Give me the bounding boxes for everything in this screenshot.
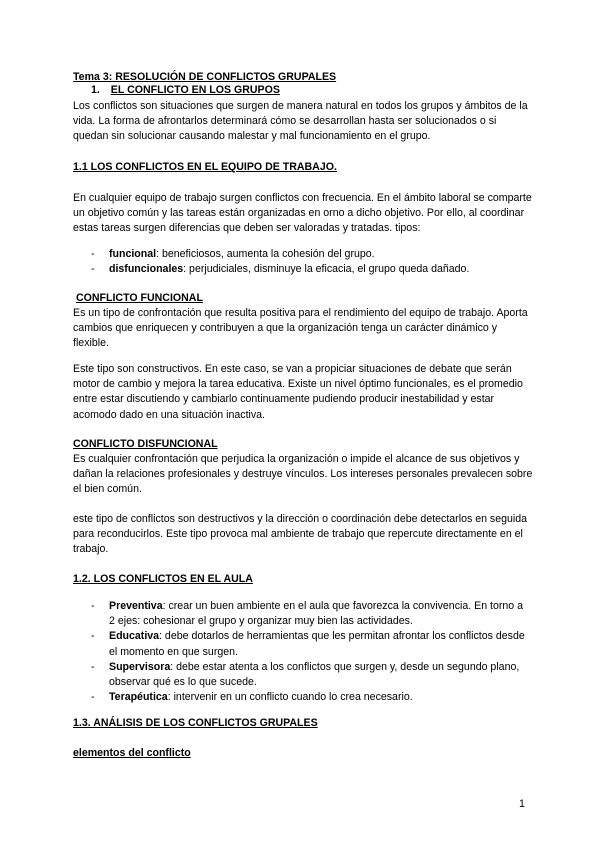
list-dash: - — [91, 630, 95, 643]
list-item-term: Supervisora — [109, 660, 171, 673]
page-number: 1 — [519, 798, 525, 810]
section-1-title: EL CONFLICTO EN LOS GRUPOS — [110, 84, 280, 96]
list-item — [91, 247, 531, 262]
list-item-term: Preventiva — [109, 600, 163, 612]
list-item-desc: : debe dotarlos de herramientas que les permitan afrontar los conflictos desde el momento en que surgen. — [109, 630, 525, 658]
disfuncional-paragraph-2: este tipo de conflictos son destructivos y la dirección o coordinación debe detectarlos en seguida para reconducirlos. Este tipo provoca mal ambiente de trabajo que repercute directamente en el trabajo. — [73, 513, 528, 556]
list-item-desc: : debe estar atenta a los conflictos que surgen y, desde un segundo plano, observar qué es lo que sucede. — [109, 660, 520, 689]
list-item-desc: : intervenir en un conflicto cuando lo crea necesario. — [167, 691, 413, 704]
section-1-number: 1. — [91, 84, 100, 96]
list-item — [91, 660, 531, 690]
section-1-1-paragraph: En cualquier equipo de trabajo surgen conflictos con frecuencia. En el ámbito laboral se comparte un objetivo común y las tareas están organizadas en orno a dicho objetivo. Por ello, al coordinar estas tareas surgen diferencias que deben ser valoradas y tratadas. tipos: — [73, 192, 532, 235]
conflict-types-list — [91, 247, 531, 277]
list-dash: - — [91, 660, 95, 673]
funcional-heading: CONFLICTO FUNCIONAL — [76, 292, 203, 304]
list-dash: - — [91, 248, 95, 260]
list-dash: - — [91, 600, 95, 612]
elementos-heading: elementos del conflicto — [73, 747, 191, 759]
list-item — [91, 629, 531, 659]
list-item-term: funcional — [109, 248, 157, 260]
list-item-term: Terapéutica — [109, 691, 168, 704]
list-dash: - — [91, 263, 95, 276]
list-item-desc: : perjudiciales, disminuye la eficacia, el grupo queda dañado. — [183, 263, 470, 276]
section-1-1-heading: 1.1 LOS CONFLICTOS EN EL EQUIPO DE TRABAJO. — [73, 161, 337, 173]
aula-functions-list — [91, 599, 531, 705]
list-dash: - — [91, 691, 95, 704]
disfuncional-paragraph-1: Es cualquier confrontación que perjudica la organización o impide el alcance de sus objetivos y dañan la relaciones profesionales y destruye vínculos. Los intereses personales prevalecen sobre el bien común. — [73, 453, 533, 496]
intro-paragraph: Los conflictos son situaciones que surgen de manera natural en todos los grupos y ámbitos de la vida. La forma de afrontarlos determinará cómo se desarrollan hasta ser solucionados o si quedan sin solucionar causando malestar y mal funcionamiento en el grupo. — [73, 100, 528, 143]
list-item-desc: : beneficiosos, aumenta la cohesión del grupo. — [156, 248, 375, 260]
document-title: Tema 3: RESOLUCIÓN DE CONFLICTOS GRUPALES — [73, 71, 337, 83]
list-item — [91, 262, 531, 277]
list-item — [91, 690, 531, 705]
list-item — [91, 599, 531, 629]
section-1-3-heading: 1.3. ANÁLISIS DE LOS CONFLICTOS GRUPALES — [73, 717, 318, 729]
funcional-paragraph-1: Es un tipo de confrontación que resulta positiva para el rendimiento del equipo de trabajo. Aporta cambios que enriquecen y contribuyen a que la organización tenga un carácter dinámico y flexible. — [73, 307, 528, 350]
section-1-heading — [91, 84, 280, 96]
list-item-term: disfuncionales — [109, 263, 184, 276]
disfuncional-heading: CONFLICTO DISFUNCIONAL — [73, 438, 218, 450]
section-1-2-heading: 1.2. LOS CONFLICTOS EN EL AULA — [73, 573, 253, 585]
list-item-term: Educativa — [109, 630, 160, 643]
funcional-paragraph-2: Este tipo son constructivos. En este caso, se van a propiciar situaciones de debate que serán motor de cambio y mejora la tarea educativa. Existe un nivel óptimo funcionales, es el promedio entre estar discutiendo y cambiarlo continuamente pudiendo producir inestabilidad y estar acomodo dado en una situación inactiva. — [73, 363, 523, 421]
list-item-desc: : crear un buen ambiente en el aula que favorezca la convivencia. En torno a 2 ejes: cohesionar el grupo y organizar muy bien las actividades. — [109, 600, 524, 628]
